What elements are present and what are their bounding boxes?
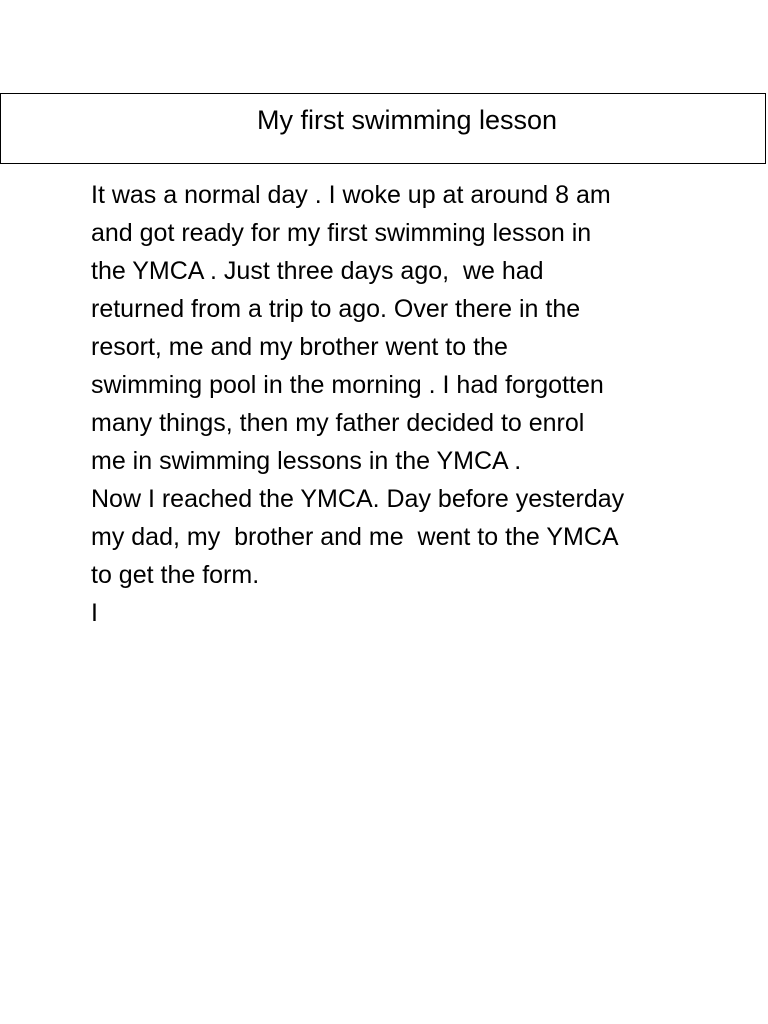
body-line: to get the form. (91, 561, 260, 589)
body-line: me in swimming lessons in the YMCA . (91, 447, 522, 475)
body-line: the YMCA . Just three days ago, we had (91, 257, 544, 285)
body-line: resort, me and my brother went to the (91, 333, 508, 361)
body-line: many things, then my father decided to enrol (91, 409, 585, 437)
body-line: returned from a trip to ago. Over there in the (91, 295, 581, 323)
body-line: Now I reached the YMCA. Day before yesterday (91, 485, 625, 513)
body-line: and got ready for my first swimming lesson in (91, 219, 592, 247)
document-title: My first swimming lesson (256, 105, 558, 135)
body-line: I (91, 599, 98, 627)
body-line: swimming pool in the morning . I had forgotten (91, 371, 604, 399)
body-line: It was a normal day . I woke up at around 8 am (91, 181, 611, 209)
body-line: my dad, my brother and me went to the YMCA (91, 523, 619, 551)
document-body (91, 176, 731, 632)
